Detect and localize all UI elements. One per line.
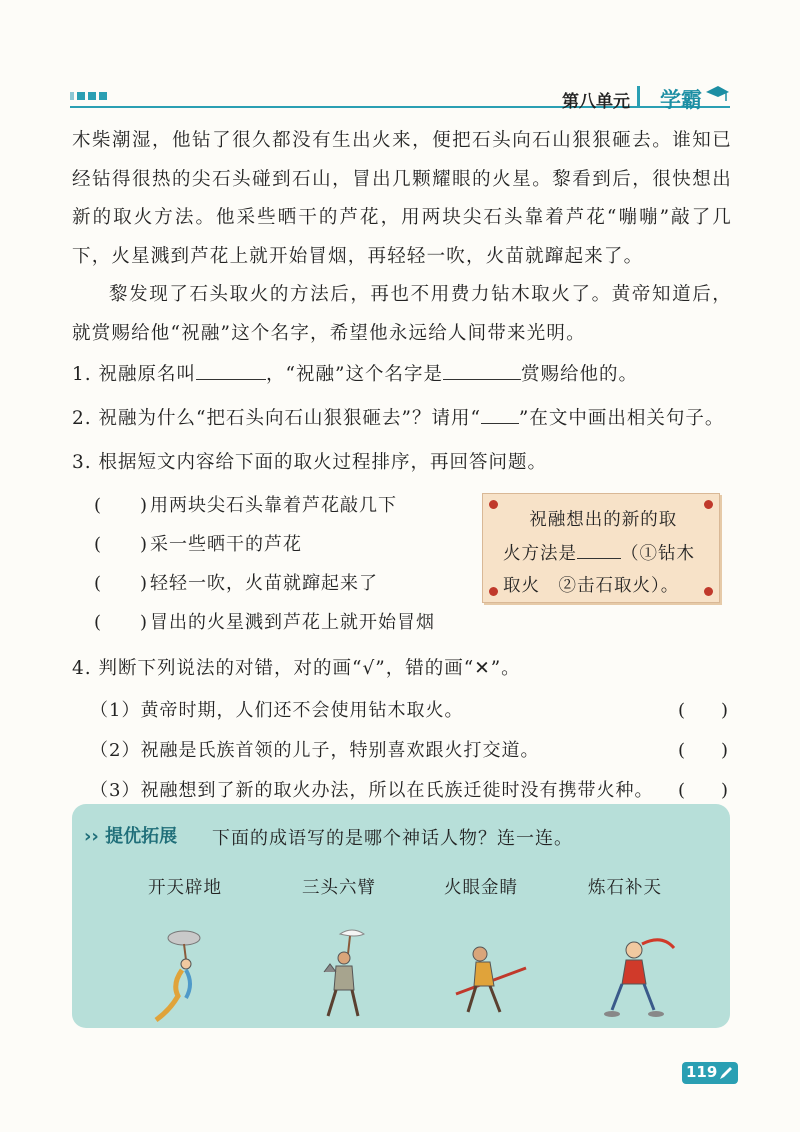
graduation-cap-icon xyxy=(704,82,730,108)
passage-paragraph-2: 黎发现了石头取火的方法后，再也不用费力钻木取火了。黄帝知道后，就赏赐给他“祝融”这个名字，希望他永远给人间带来光明。 xyxy=(72,284,732,344)
judge-answer-box[interactable]: ( ) xyxy=(677,700,728,721)
idiom-label[interactable]: 开天辟地 xyxy=(148,878,222,898)
answer-blank[interactable] xyxy=(577,536,621,559)
header-decoration xyxy=(70,92,107,100)
ordering-item: ( ) 用两块尖石头靠着芦花敲几下 xyxy=(94,495,397,516)
question-1: 1. 祝融原名叫 ，“祝融”这个名字是 赏赐给他的。 xyxy=(72,353,732,397)
order-answer-box[interactable]: ( ) xyxy=(94,573,149,594)
idiom-label[interactable]: 炼石补天 xyxy=(588,878,662,898)
answer-blank[interactable] xyxy=(443,357,521,380)
mythic-figure-icon[interactable] xyxy=(592,924,682,1024)
question-3: 3. 根据短文内容给下面的取火过程排序，再回答问题。 xyxy=(72,452,548,473)
pencil-icon xyxy=(718,1065,734,1081)
double-chevron-icon: ›› xyxy=(84,826,99,847)
ordering-item: ( ) 采一些晒干的芦花 xyxy=(94,534,302,555)
extension-panel xyxy=(72,804,730,1028)
brand-logo: 学霸 xyxy=(660,88,702,112)
pin-icon xyxy=(489,587,498,596)
passage-paragraph-1: 木柴潮湿，他钻了很久都没有生出火来，便把石头向石山狠狠砸去。谁知已经钻得很热的尖石头碰到石山，冒出几颗耀眼的火星。黎看到后，很快想出新的取火方法。他采些晒干的芦花，用两块尖石头靠着芦花“嘣嘣”敲了几下，火星溅到芦花上就开始冒烟，再轻轻一吹，火苗就蹿起来了。 xyxy=(72,130,732,267)
nuwa-figure-icon[interactable] xyxy=(142,924,232,1024)
note-question: 祝融想出的新的取 火方法是 （①钻木 取火 ②击石取火）。 xyxy=(503,510,695,596)
ordering-item: ( ) 冒出的火星溅到芦花上就开始冒烟 xyxy=(94,612,435,633)
question-2: 2. 祝融为什么“把石头向石山狠狠砸去”？请用“ ”在文中画出相关句子。 xyxy=(72,397,732,441)
ordering-item: ( ) 轻轻一吹，火苗就蹿起来了 xyxy=(94,573,378,594)
pin-icon xyxy=(489,500,498,509)
unit-label: 第八单元 xyxy=(562,92,630,112)
judge-answer-box[interactable]: ( ) xyxy=(677,780,728,801)
extension-instruction: 下面的成语写的是哪个神话人物？连一连。 xyxy=(212,828,573,849)
judge-item: （2）祝融是氏族首领的儿子，特别喜欢跟火打交道。 ( ) xyxy=(72,731,732,771)
note-card xyxy=(482,493,720,603)
sun-wukong-figure-icon[interactable] xyxy=(450,924,540,1024)
header-rule xyxy=(70,106,730,108)
answer-blank[interactable] xyxy=(196,357,266,380)
idiom-label[interactable]: 三头六臂 xyxy=(302,878,376,898)
judge-item: （1）黄帝时期，人们还不会使用钻木取火。 ( ) xyxy=(72,691,732,731)
page-number-badge: 119 xyxy=(682,1062,738,1084)
judge-item: （3）祝融想到了新的取火办法，所以在氏族迁徙时没有携带火种。 ( ) xyxy=(72,771,732,811)
order-answer-box[interactable]: ( ) xyxy=(94,495,149,516)
main-content xyxy=(72,122,732,811)
question-4: 4. 判断下列说法的对错，对的画“√”，错的画“✕”。 xyxy=(72,658,521,679)
judge-answer-box[interactable]: ( ) xyxy=(677,740,728,761)
order-answer-box[interactable]: ( ) xyxy=(94,612,149,633)
pangu-figure-icon[interactable] xyxy=(300,924,390,1024)
ordering-section xyxy=(72,485,732,645)
underline-sample xyxy=(481,401,519,424)
brand-divider xyxy=(637,86,640,108)
page-header xyxy=(70,86,730,112)
extension-heading: ›› 提优拓展 xyxy=(84,826,178,847)
order-answer-box[interactable]: ( ) xyxy=(94,534,149,555)
idiom-label[interactable]: 火眼金睛 xyxy=(444,878,518,898)
